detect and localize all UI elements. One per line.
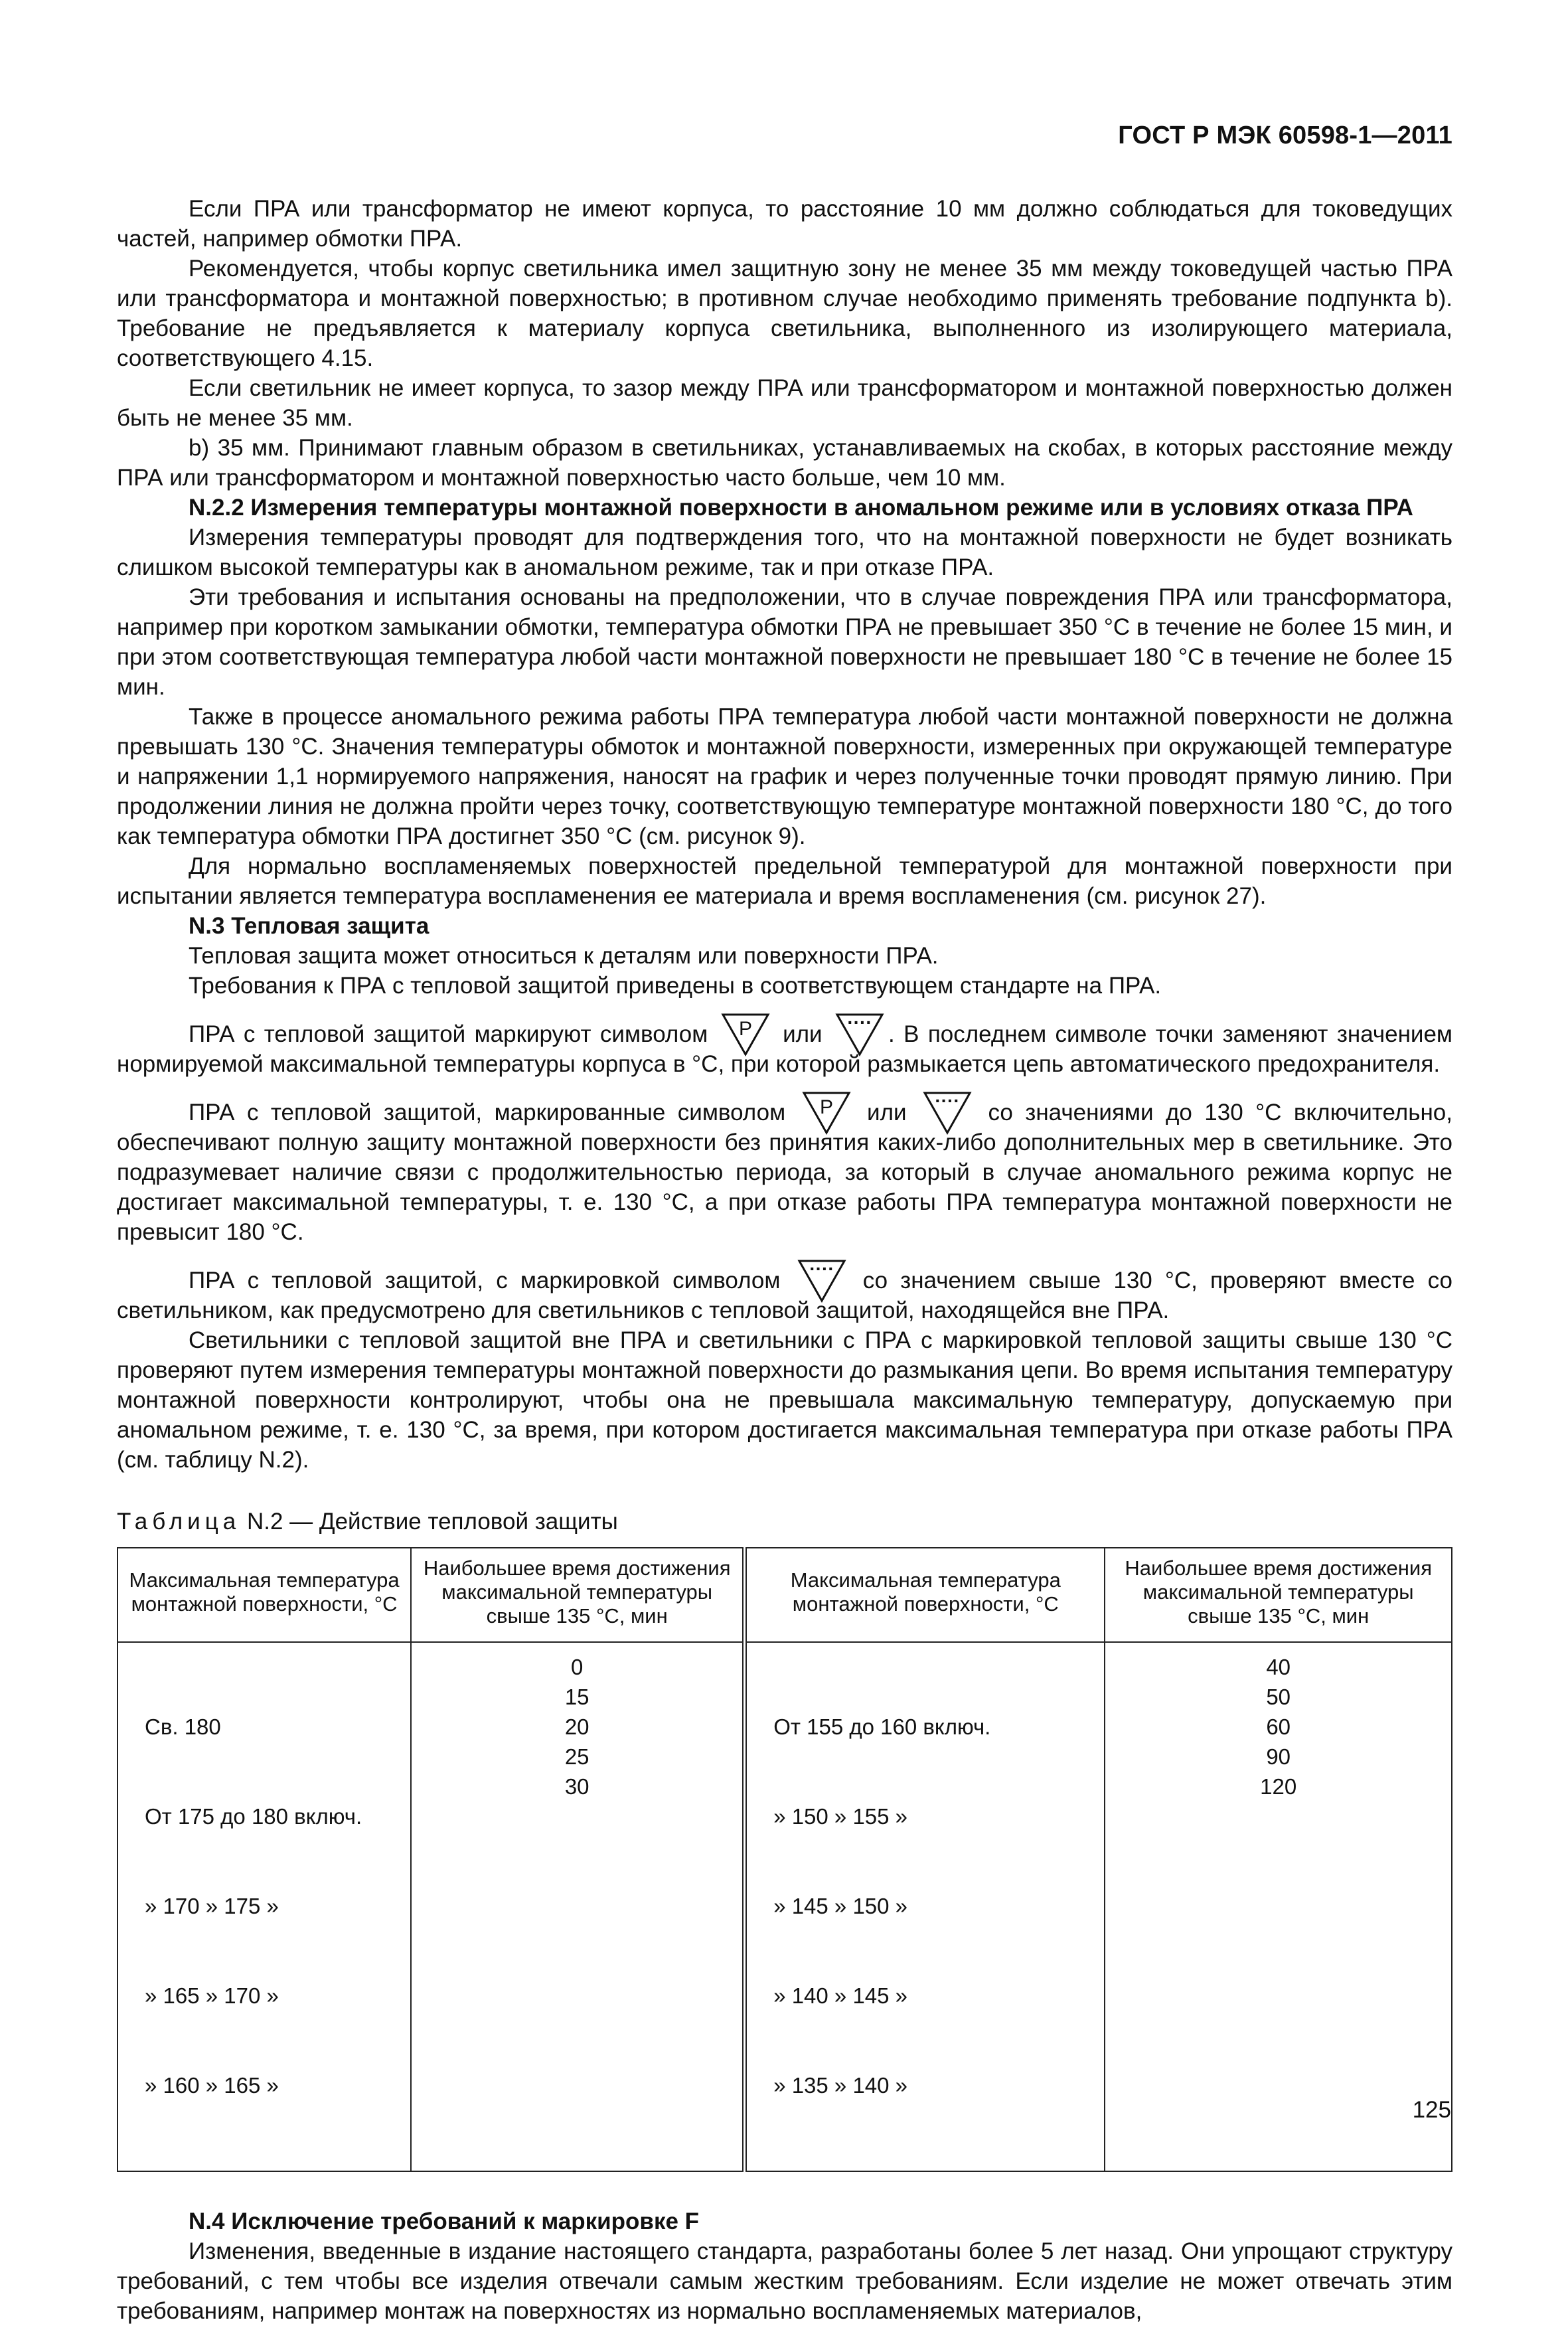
cell-line: » 140 » 145 » [773, 1983, 908, 2008]
symbol-letter: P [819, 1096, 833, 1118]
text-fragment: со значением свыше 130 °С, проверяют вместе со светильником, как предусмотрено для светильников с тепловой защитой, находящейся вне ПРА. [117, 1268, 1452, 1323]
table-cell [411, 1642, 745, 2171]
document-header: ГОСТ Р МЭК 60598-1—2011 [1118, 122, 1452, 149]
cell-line: 20 [564, 1714, 589, 1739]
cell-line: » 165 » 170 » [145, 1983, 279, 2008]
table-cell [1105, 1642, 1452, 2171]
symbol-letter: P [738, 1017, 752, 1040]
column-header: Максимальная температура монтажной поверхности, °С [118, 1548, 411, 1642]
cell-line: 120 [1260, 1774, 1297, 1799]
column-header: Наибольшее время достижения максимальной температуры свыше 135 °С, мин [411, 1548, 745, 1642]
paragraph: Если ПРА или трансформатор не имеют корпуса, то расстояние 10 мм должно соблюдаться для токоведущих частей, например обмотки ПРА. [117, 196, 1452, 252]
paragraph: Рекомендуется, чтобы корпус светильника имел защитную зону не менее 35 мм между токоведущей частью ПРА или трансформатора и монтажной поверхностью; в противном случае необходимо применять требование подпункта b). Требование не предъявляется к материалу корпуса светильника, выполненного из изолирующего материала, соответствующего 4.15. [117, 256, 1452, 371]
cell-line: От 155 до 160 включ. [773, 1714, 991, 1739]
section-heading: N.2.2 Измерения температуры монтажной поверхности в аномальном режиме или в условиях отказа ПРА [189, 495, 1413, 521]
table-cell [745, 1642, 1105, 2171]
table-cell [118, 1642, 411, 2171]
paragraph-with-symbols [117, 1247, 1452, 1325]
paragraph: Также в процессе аномального режима работы ПРА температура любой части монтажной поверхности не должна превышать 130 °С. Значения температуры обмоток и монтажной поверхности, измеренных при окружающей температуре и напряжении 1,1 нормируемого напряжения, наносят на график и через полученные точки проводят прямую линию. При продолжении линия не должна пройти через точку, соответствующую температуре монтажной поверхности 180 °С, до того как температура обмотки ПРА достигнет 350 °С (см. рисунок 9). [117, 704, 1452, 849]
text-fragment: . В последнем символе точки заменяют значением нормируемой максимальной температуры корпуса в °С, при которой размыкается цепь автоматического предохранителя. [117, 1021, 1452, 1077]
cell-line: 50 [1266, 1685, 1291, 1709]
thermal-protection-p-symbol [721, 1013, 770, 1056]
cell-line: 30 [564, 1774, 589, 1799]
paragraph: Светильники с тепловой защитой вне ПРА и светильники с ПРА с маркировкой тепловой защиты свыше 130 °С проверяют путем измерения температуры монтажной поверхности до размыкания цепи. Во время испытания температуру монтажной поверхности контролируют, чтобы она не превышала максимальную температуру, допускаемую при аномальном режиме, т. е. 130 °С, за время, при котором достигается максимальная температура при отказе работы ПРА (см. таблицу N.2). [117, 1327, 1452, 1473]
text-fragment: ПРА с тепловой защитой, маркированные символом [189, 1100, 786, 1125]
cell-line: » 160 » 165 » [145, 2073, 279, 2098]
paragraph-with-symbols [117, 1001, 1452, 1079]
paragraph: Измерения температуры проводят для подтверждения того, что на монтажной поверхности не будет возникать слишком высокой температуры как в аномальном режиме, так и при отказе ПРА. [117, 525, 1452, 580]
table-row [118, 1642, 1452, 2171]
symbol-dots: ···· [809, 1258, 834, 1279]
cell-line: 0 [571, 1655, 584, 1679]
document-body [117, 194, 1452, 2326]
cell-line: 15 [564, 1685, 589, 1709]
paragraph: b) 35 мм. Принимают главным образом в светильниках, устанавливаемых на скобах, в которых расстояние между ПРА или трансформатором и монтажной поверхностью часто больше, чем 10 мм. [117, 435, 1452, 491]
paragraph: Эти требования и испытания основаны на предположении, что в случае повреждения ПРА или трансформатора, например при коротком замыкании обмотки, температура обмотки ПРА не превышает 350 °С в течение не более 15 мин, и при этом соответствующая температура любой части монтажной поверхности не превышает 180 °С в течение не более 15 мин. [117, 584, 1452, 700]
thermal-protection-table [117, 1547, 1452, 2172]
table-header-row [118, 1548, 1452, 1642]
section-heading: N.3 Тепловая защита [189, 913, 430, 939]
paragraph: Для нормально воспламеняемых поверхностей предельной температурой для монтажной поверхности при испытании является температура воспламенения ее материала и время воспламенения (см. рисунок 27). [117, 853, 1452, 909]
thermal-protection-dots-symbol [835, 1013, 884, 1056]
paragraph: Если светильник не имеет корпуса, то зазор между ПРА или трансформатором и монтажной поверхностью должен быть не менее 35 мм. [117, 375, 1452, 431]
text-fragment: ПРА с тепловой защитой, с маркировкой символом [189, 1268, 781, 1293]
text-fragment: или [783, 1021, 823, 1047]
cell-line: Св. 180 [145, 1714, 221, 1739]
thermal-protection-p-symbol [802, 1091, 851, 1135]
table-caption [117, 1507, 1452, 1537]
paragraph-with-symbols [117, 1079, 1452, 1247]
thermal-protection-dots-symbol [923, 1091, 972, 1135]
column-header: Максимальная температура монтажной поверхности, °С [745, 1548, 1105, 1642]
cell-line: » 170 » 175 » [145, 1894, 279, 1918]
cell-line: » 145 » 150 » [773, 1894, 908, 1918]
text-fragment: ПРА с тепловой защитой маркируют символом [189, 1021, 708, 1047]
symbol-dots: ···· [935, 1090, 960, 1111]
symbol-dots: ···· [847, 1012, 872, 1033]
cell-line: 25 [564, 1744, 589, 1769]
cell-line: 60 [1266, 1714, 1291, 1739]
page-number: 125 [1412, 2097, 1451, 2123]
cell-line: От 175 до 180 включ. [145, 1804, 362, 1829]
cell-line: 90 [1266, 1744, 1291, 1769]
column-header: Наибольшее время достижения максимальной температуры свыше 135 °С, мин [1105, 1548, 1452, 1642]
cell-line: » 150 » 155 » [773, 1804, 908, 1829]
thermal-protection-dots-symbol [797, 1259, 846, 1303]
caption-prefix: Таблица [117, 1509, 241, 1535]
cell-line: » 135 » 140 » [773, 2073, 908, 2098]
caption-text: N.2 — Действие тепловой защиты [240, 1509, 618, 1535]
paragraph: Тепловая защита может относиться к деталям или поверхности ПРА. [189, 943, 939, 969]
paragraph: Изменения, введенные в издание настоящего стандарта, разработаны более 5 лет назад. Они упрощают структуру требований, с тем чтобы все изделия отвечали самым жестким требованиям. Если изделие не может отвечать этим требованиям, например монтаж на поверхностях из нормально воспламеняемых материалов, [117, 2238, 1452, 2324]
section-heading: N.4 Исключение требований к маркировке F [189, 2208, 700, 2234]
text-fragment: со значениями до 130 °С включительно, обеспечивают полную защиту монтажной поверхности без принятия каких-либо дополнительных мер в светильнике. Это подразумевает наличие связи с продолжительностью периода, за который в случае аномального режима корпус не достигает максимальной температуры, т. е. 130 °С, а при отказе работы ПРА температура монтажной поверхности не превысит 180 °С. [117, 1100, 1452, 1245]
text-fragment: или [867, 1100, 907, 1125]
cell-line: 40 [1266, 1655, 1291, 1679]
paragraph: Требования к ПРА с тепловой защитой приведены в соответствующем стандарте на ПРА. [189, 973, 1162, 999]
